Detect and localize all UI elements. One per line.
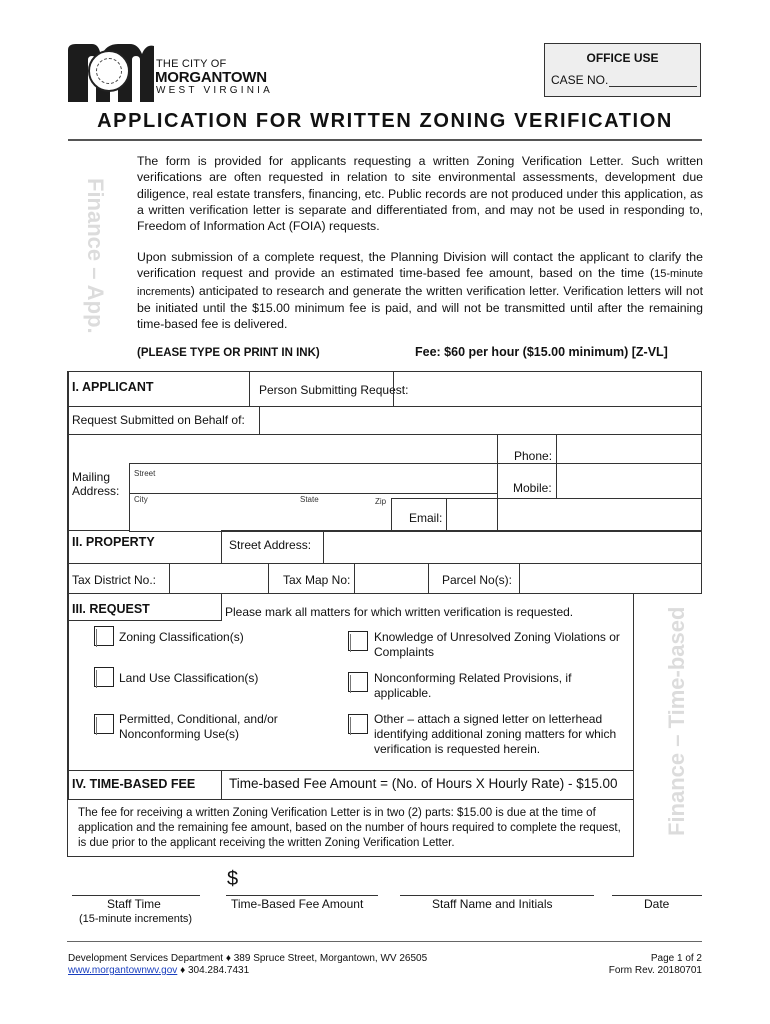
mailing-street-input[interactable]	[131, 468, 495, 492]
case-no-field[interactable]	[609, 86, 697, 87]
mailing-address-label: Mailing Address:	[72, 470, 120, 498]
checkbox-other[interactable]	[348, 714, 368, 734]
behalf-of-input[interactable]	[261, 408, 699, 432]
mobile-input[interactable]	[558, 468, 699, 494]
checkbox-nonconforming-provisions[interactable]	[348, 672, 368, 692]
date-label: Date	[644, 897, 670, 911]
section-applicant-heading: I. APPLICANT	[72, 380, 154, 394]
city-of-label: THE CITY OF	[156, 58, 227, 70]
person-submitting-label: Person Submitting Request:	[259, 383, 409, 397]
checkbox-zoning-classification[interactable]	[94, 626, 114, 646]
form-revision: Form Rev. 20180701	[608, 965, 702, 976]
title-divider	[68, 139, 702, 141]
staff-name-label: Staff Name and Initials	[432, 897, 553, 911]
checkbox-permitted-uses[interactable]	[94, 714, 114, 734]
tax-map-input[interactable]	[356, 566, 426, 590]
zip-hint: Zip	[375, 497, 387, 506]
option-nonconforming-provisions: Nonconforming Related Provisions, if applicable.	[374, 671, 572, 700]
footer-contact: www.morgantownwv.gov ♦ 304.284.7431	[68, 965, 250, 976]
option-other: Other – attach a signed letter on letterhead identifying additional zoning matters for which verification is requested herein.	[374, 712, 617, 756]
email-input[interactable]	[448, 502, 699, 528]
checkbox-unresolved-violations[interactable]	[348, 631, 368, 651]
staff-name-input[interactable]	[400, 868, 592, 894]
request-instruction: Please mark all matters for which written verification is requested.	[225, 605, 574, 619]
parcel-label: Parcel No(s):	[442, 573, 513, 587]
tax-district-label: Tax District No.:	[72, 573, 157, 587]
case-no-label: CASE NO.	[551, 73, 609, 87]
section-request-heading: III. REQUEST	[72, 602, 150, 616]
page-title: APPLICATION FOR WRITTEN ZONING VERIFICATION	[97, 110, 673, 132]
person-submitting-input[interactable]	[395, 376, 699, 402]
property-street-input[interactable]	[325, 534, 699, 560]
fee-formula: Time-based Fee Amount = (No. of Hours X Hourly Rate) - $15.00	[229, 776, 618, 791]
mobile-label: Mobile:	[513, 481, 552, 495]
checkbox-land-use[interactable]	[94, 667, 114, 687]
parcel-input[interactable]	[521, 566, 699, 590]
option-zoning-classification: Zoning Classification(s)	[119, 630, 244, 644]
website-link[interactable]: www.morgantownwv.gov	[68, 965, 178, 976]
section-time-fee-heading: IV. TIME-BASED FEE	[72, 777, 196, 791]
option-unresolved-violations: Knowledge of Unresolved Zoning Violations or Complaints	[374, 630, 620, 659]
tax-district-input[interactable]	[171, 566, 266, 590]
behalf-of-label: Request Submitted on Behalf of:	[72, 413, 245, 427]
page-number: Page 1 of 2	[650, 953, 702, 964]
fee-amount-input[interactable]	[244, 868, 378, 894]
tax-map-label: Tax Map No:	[283, 573, 351, 587]
office-use-title: OFFICE USE	[586, 51, 659, 65]
city-seal-icon	[88, 50, 130, 92]
phone-label: Phone:	[514, 449, 553, 463]
date-input[interactable]	[614, 868, 700, 894]
email-label: Email:	[409, 511, 443, 525]
state-hint: State	[300, 495, 319, 504]
state-name: WEST VIRGINIA	[156, 85, 273, 96]
print-note: (PLEASE TYPE OR PRINT IN INK)	[137, 347, 320, 359]
footer-department: Development Services Department ♦ 389 Spruce Street, Morgantown, WV 26505	[68, 953, 428, 964]
street-hint: Street	[134, 469, 156, 478]
city-hint: City	[134, 495, 148, 504]
intro-paragraph-2: Upon submission of a complete request, the Planning Division will contact the applicant to clarify the verification request and provide an estimated time-based fee amount, based on the time (15-minute increments) anticipated to research and generate the written verification letter. Verification letters will not be initiated until the $15.00 minimum fee is paid, and will not be transmitted until after the remaining time-based fee is delivered.	[137, 250, 703, 332]
watermark-left: Finance – App.	[83, 178, 108, 334]
street-address-label: Street Address:	[229, 538, 312, 552]
intro-paragraph-1: The form is provided for applicants requesting a written Zoning Verification Letter. Such written verifications are often requested in relation to site environmental assessments, development due diligence, real estate transfers, financing, etc. Public records are not produced under this application, as a written verification letter is separate and differentiated from, and may not be used in responding to, Freedom of Information Act (FOIA) requests.	[137, 154, 703, 234]
watermark-right: Finance – Time-based	[664, 606, 689, 836]
staff-time-label: Staff Time	[107, 897, 161, 911]
fee-amount-label: Time-Based Fee Amount	[231, 897, 364, 911]
city-name: MORGANTOWN	[155, 69, 267, 86]
section-property-heading: II. PROPERTY	[72, 535, 155, 549]
phone-input[interactable]	[558, 438, 699, 462]
fee-explanation: The fee for receiving a written Zoning Verification Letter is in two (2) parts: $15.00 is due at the time of application and the remaining fee amount, based on the number of hours required to complete the request, is due prior to the applicant receiving the written Zoning Verification Letter.	[78, 807, 621, 849]
dollar-sign: $	[227, 868, 239, 890]
option-land-use: Land Use Classification(s)	[119, 671, 259, 685]
option-permitted-uses: Permitted, Conditional, and/or Nonconforming Use(s)	[119, 712, 278, 741]
increments-label: (15-minute increments)	[79, 913, 193, 925]
fee-note: Fee: $60 per hour ($15.00 minimum) [Z-VL]	[415, 345, 668, 359]
staff-time-input[interactable]	[72, 868, 200, 894]
